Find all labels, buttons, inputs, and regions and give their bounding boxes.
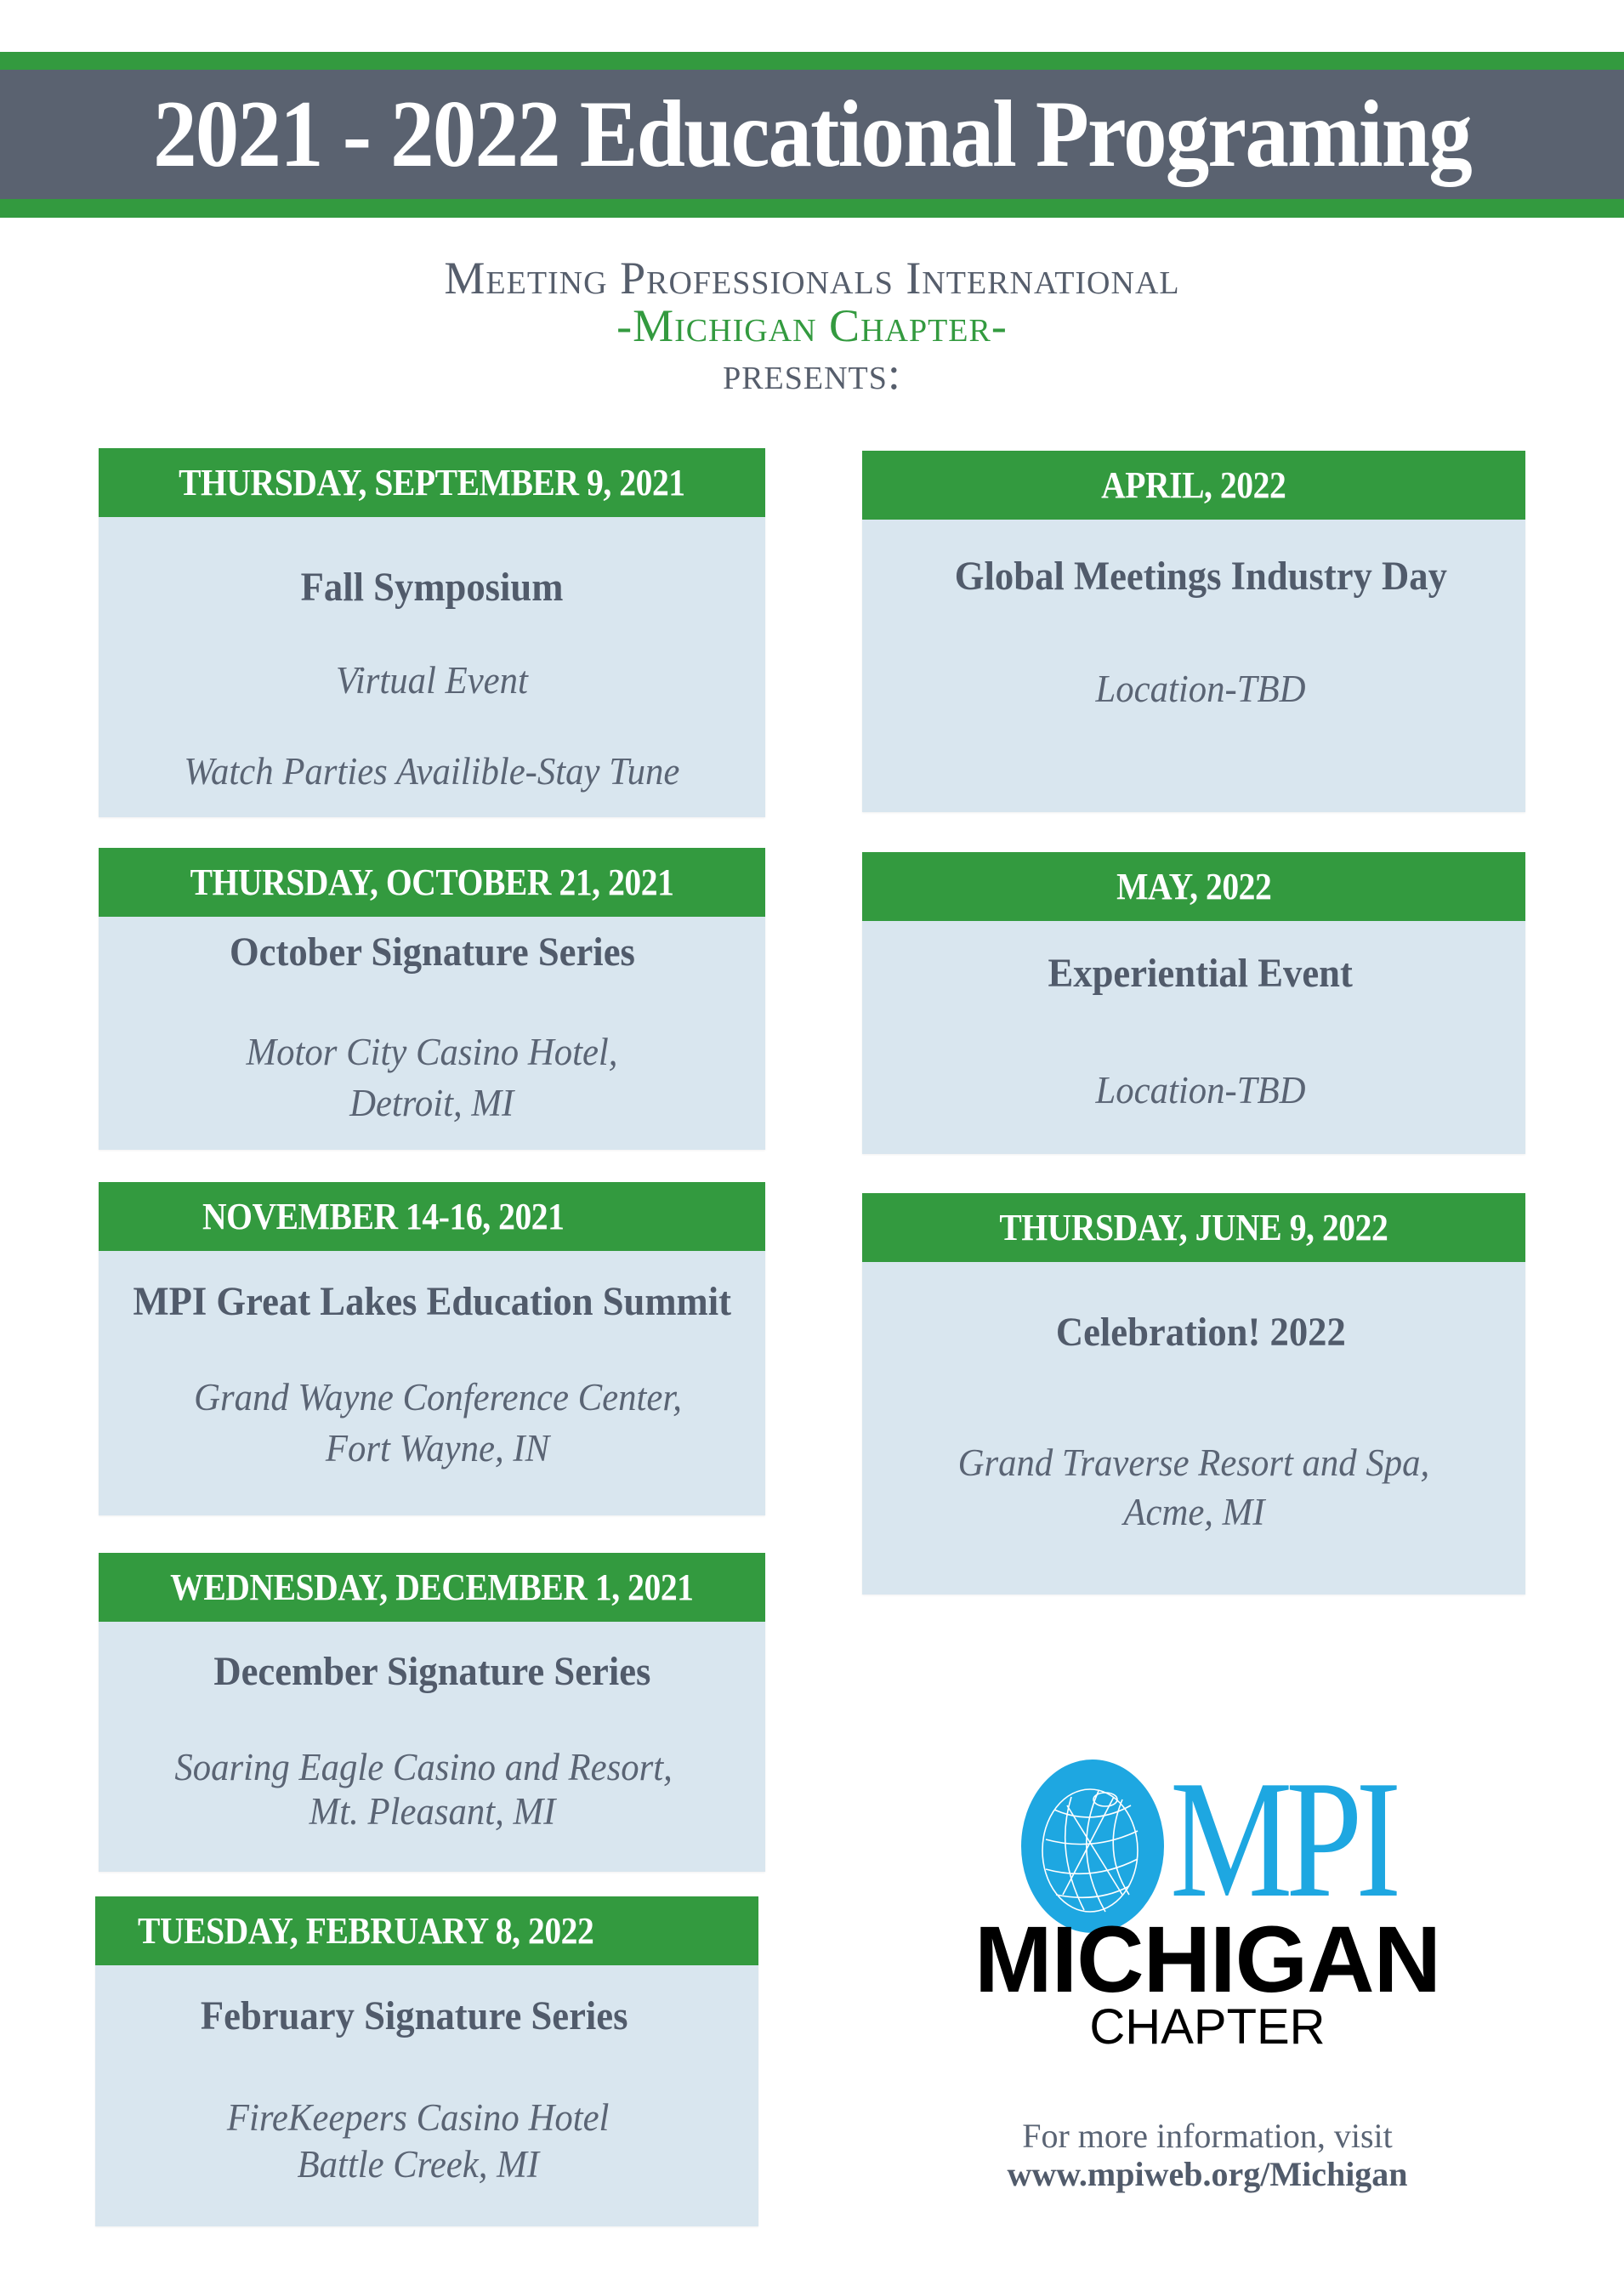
event-title: MPI Great Lakes Education Summit	[133, 1279, 731, 1324]
event-date: THURSDAY, JUNE 9, 2022	[862, 1193, 1525, 1262]
event-card-gmid	[862, 451, 1525, 812]
event-title: February Signature Series	[200, 1993, 628, 2038]
event-location: Acme, MI	[1122, 1491, 1265, 1533]
logo-chapter: CHAPTER	[1089, 1999, 1326, 2055]
event-date: WEDNESDAY, DECEMBER 1, 2021	[99, 1553, 765, 1622]
logo-michigan: MICHIGAN	[974, 1907, 1441, 2012]
footer-info-text: For more information, visit	[1022, 2117, 1393, 2155]
footer-website-link[interactable]: www.mpiweb.org/Michigan	[1007, 2155, 1408, 2193]
event-card-great-lakes-summit	[99, 1182, 765, 1515]
event-card-experiential	[862, 852, 1525, 1154]
event-date: THURSDAY, OCTOBER 21, 2021	[99, 848, 765, 917]
event-title: Global Meetings Industry Day	[954, 554, 1447, 599]
presents-label: presents:	[723, 348, 901, 399]
event-location: Battle Creek, MI	[297, 2143, 540, 2186]
event-title: December Signature Series	[213, 1649, 651, 1694]
event-detail: Watch Parties Availible-Stay Tune	[184, 750, 680, 793]
event-date: APRIL, 2022	[862, 451, 1525, 520]
event-card-december-signature	[99, 1553, 765, 1872]
event-card-celebration	[862, 1193, 1525, 1595]
event-card-october-signature	[99, 848, 765, 1150]
banner-bottom-stripe	[0, 199, 1624, 218]
event-title: Fall Symposium	[300, 565, 564, 610]
event-location: Motor City Casino Hotel,	[246, 1031, 618, 1073]
event-location: Grand Wayne Conference Center,	[194, 1376, 682, 1418]
mpi-michigan-logo	[935, 1735, 1479, 2058]
chapter-name: -Michigan Chapter-	[616, 300, 1008, 351]
event-location: Fort Wayne, IN	[326, 1427, 550, 1470]
event-location: Grand Traverse Resort and Spa,	[957, 1441, 1430, 1484]
event-date: MAY, 2022	[862, 852, 1525, 921]
event-card-fall-symposium	[99, 448, 765, 817]
event-location: Detroit, MI	[349, 1082, 514, 1124]
mpi-wordmark: MPI	[1170, 1746, 1395, 1932]
event-date: THURSDAY, SEPTEMBER 9, 2021	[99, 448, 765, 517]
event-card-february-signature	[95, 1896, 758, 2226]
event-location: Location-TBD	[1095, 668, 1306, 710]
event-title: Experiential Event	[1048, 951, 1354, 996]
banner-top-stripe	[0, 52, 1624, 70]
organization-name: Meeting Professionals International	[444, 253, 1180, 304]
event-date: NOVEMBER 14-16, 2021	[99, 1182, 765, 1251]
event-location: Mt. Pleasant, MI	[309, 1790, 555, 1833]
event-location: Soaring Eagle Casino and Resort,	[174, 1746, 673, 1788]
event-title: Celebration! 2022	[1055, 1310, 1346, 1355]
event-date: TUESDAY, FEBRUARY 8, 2022	[95, 1896, 758, 1965]
event-location: FireKeepers Casino Hotel	[227, 2096, 610, 2139]
page-title: 2021 - 2022 Educational Programing	[153, 81, 1471, 187]
event-location: Location-TBD	[1095, 1069, 1306, 1111]
event-title: October Signature Series	[229, 929, 635, 975]
event-detail: Virtual Event	[336, 659, 528, 702]
